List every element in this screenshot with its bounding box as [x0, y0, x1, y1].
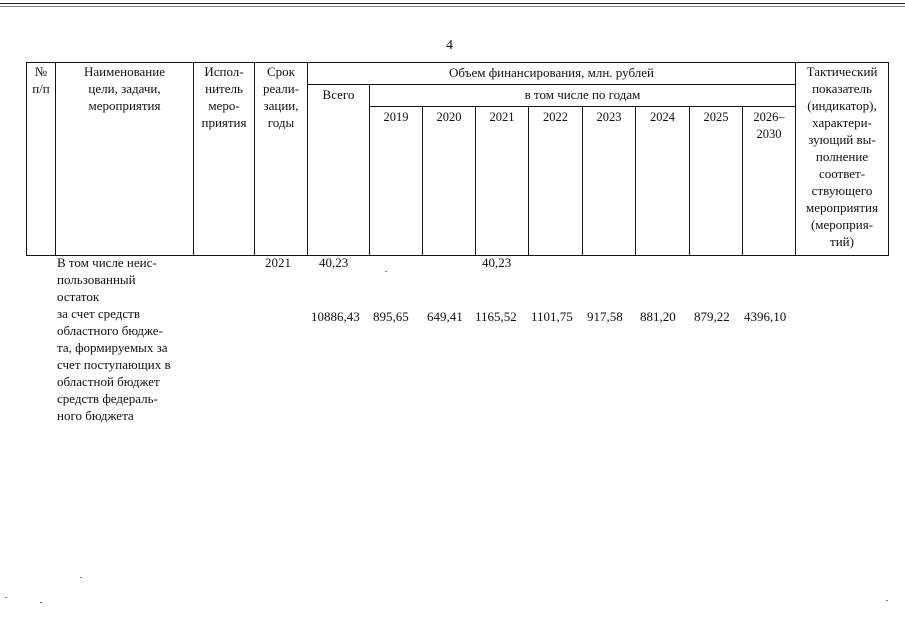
header-col-total: Всего [308, 85, 370, 256]
row-1-value-2021: 40,23 [482, 255, 512, 270]
header-year-2024: 2024 [636, 107, 690, 256]
header-col-term: Срок реали- зации, годы [255, 63, 308, 256]
top-border-line-secondary [0, 6, 905, 7]
scan-speck [80, 577, 82, 578]
row-2-name: за счет средств областного бюдже- та, формируемых за счет поступающих в областной бюджет средств федераль- ного бюджета [57, 306, 171, 423]
row-2-value-2026-2030: 4396,10 [744, 309, 787, 324]
row-2-value-2025: 879,22 [694, 309, 730, 324]
header-year-2021: 2021 [476, 107, 529, 256]
row-1-total: 40,23 [319, 255, 349, 270]
scan-speck [385, 271, 387, 272]
header-years-group: в том числе по годам [370, 85, 796, 107]
row-2-value-2024: 881,20 [640, 309, 676, 324]
row-2-value-2022: 1101,75 [531, 309, 573, 324]
scan-speck [40, 602, 42, 603]
row-2-value-2021: 1165,52 [475, 309, 517, 324]
header-col-indicator: Тактический показатель (индикатор), характери- зующий вы- полнение соответ- ствующего мероприятия (мероприя- тий) [796, 63, 889, 256]
row-1-term: 2021 [265, 255, 291, 270]
header-year-2026-2030: 2026–2030 [743, 107, 796, 256]
header-year-2019: 2019 [370, 107, 423, 256]
page-number: 4 [446, 38, 453, 53]
scan-speck [886, 600, 888, 601]
header-col-name: Наименование цели, задачи, мероприятия [56, 63, 194, 256]
header-year-2022: 2022 [529, 107, 583, 256]
top-border-line [0, 3, 905, 4]
header-col-executor: Испол- нитель меро- приятия [194, 63, 255, 256]
row-2-value-2023: 917,58 [587, 309, 623, 324]
row-2-value-2019: 895,65 [373, 309, 409, 324]
row-2-value-2020: 649,41 [427, 309, 463, 324]
header-funding-group: Объем финансирования, млн. рублей [308, 63, 796, 85]
row-1-name: В том числе неис- пользованный остаток [57, 255, 157, 304]
row-2-total: 10886,43 [311, 309, 360, 324]
header-year-2023: 2023 [583, 107, 636, 256]
scan-speck [5, 597, 7, 598]
header-year-2020: 2020 [423, 107, 476, 256]
header-table [26, 62, 889, 256]
header-col-number: № п/п [27, 63, 56, 256]
header-year-2025: 2025 [690, 107, 743, 256]
